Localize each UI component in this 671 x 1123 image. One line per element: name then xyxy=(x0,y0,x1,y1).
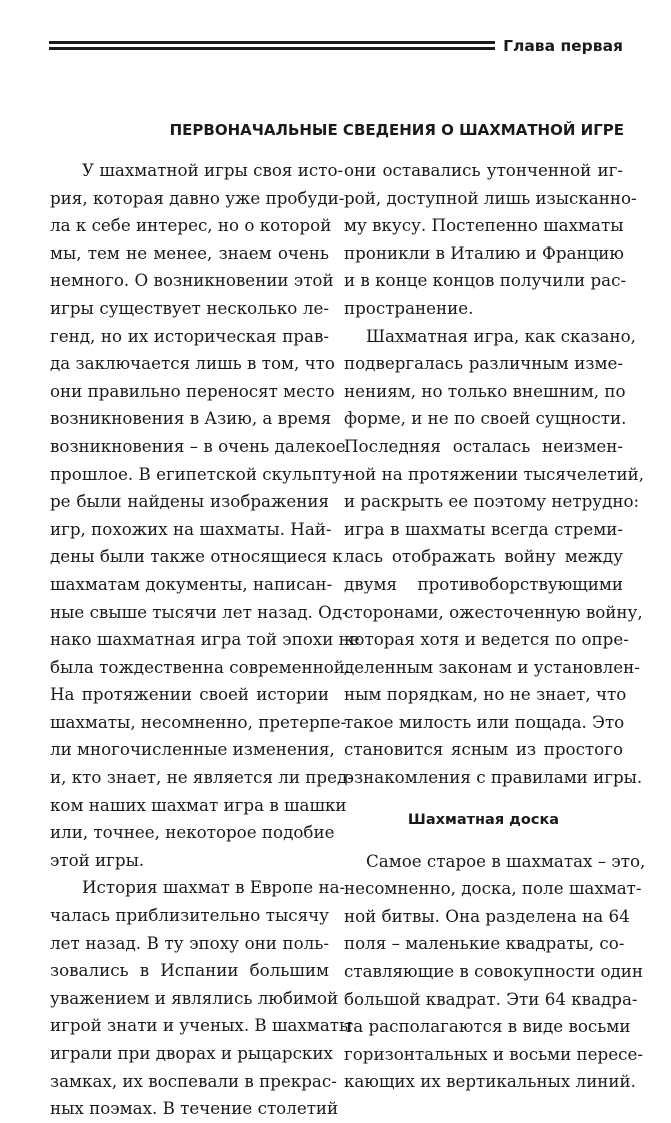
text-line: та располагаются в виде восьми xyxy=(344,1016,631,1037)
text-line: играли при дворах и рыцарских xyxy=(50,1043,333,1063)
text-line: которая хотя и ведется по опре- xyxy=(344,629,629,650)
text-line: дены были также относящиеся к xyxy=(50,546,343,567)
text-line: игрой знати и ученых. В шахматы xyxy=(50,1015,353,1036)
text-line: деленным законам и установлен- xyxy=(344,656,640,677)
text-line: История шахмат в Европе на- xyxy=(82,877,346,898)
text-line: На протяжении своей истории xyxy=(50,684,329,705)
text-line: ные свыше тысячи лет назад. Од- xyxy=(50,601,348,622)
header-rule xyxy=(49,47,495,50)
text-line: двумя противоборствующими xyxy=(344,573,623,594)
text-line: пространение. xyxy=(344,297,474,318)
text-line: сторонами, ожесточенную войну, xyxy=(344,601,643,622)
left-column xyxy=(50,157,360,1123)
text-line: шахматы, несомненно, претерпе- xyxy=(50,711,347,732)
text-line: рой, доступной лишь изысканно- xyxy=(344,187,637,208)
text-line: замках, их воспевали в прекрас- xyxy=(50,1070,337,1091)
text-line: ной на протяжении тысячелетий, xyxy=(344,463,645,484)
text-line: и, кто знает, не является ли пред- xyxy=(50,767,353,788)
text-line: Самое старое в шахматах – это, xyxy=(366,850,646,871)
text-line: этой игры. xyxy=(50,849,145,870)
text-line: игр, похожих на шахматы. Най- xyxy=(50,518,332,539)
text-line: ной битвы. Она разделена на 64 xyxy=(344,905,630,926)
header-rule xyxy=(49,41,495,44)
text-line: ре были найдены изображения xyxy=(50,491,329,512)
text-line: такое милость или пощада. Это xyxy=(344,711,625,732)
text-line: Последняя осталась неизмен- xyxy=(344,435,623,456)
text-line: У шахматной игры своя исто- xyxy=(82,160,344,180)
text-line: и раскрыть ее поэтому нетрудно: xyxy=(344,491,640,512)
text-line: поля – маленькие квадраты, со- xyxy=(344,933,625,954)
text-line: мы, тем не менее, знаем очень xyxy=(50,242,329,263)
text-line: была тождественна современной. xyxy=(50,656,351,677)
text-line: ли многочисленные изменения, xyxy=(50,739,335,760)
text-line: возникновения в Азию, а время xyxy=(50,408,332,429)
text-line: лет назад. В ту эпоху они поль- xyxy=(50,932,329,953)
text-line: ком наших шахмат игра в шашки xyxy=(50,794,347,815)
running-header xyxy=(49,36,623,60)
text-line: зовались в Испании большим xyxy=(50,960,329,981)
text-line: форме, и не по своей сущности. xyxy=(344,408,627,429)
header-rules xyxy=(49,41,495,53)
text-line: прошлое. В египетской скульпту- xyxy=(50,463,348,484)
text-line: му вкусу. Постепенно шахматы xyxy=(344,215,624,236)
section-title: ПЕРВОНАЧАЛЬНЫЕ СВЕДЕНИЯ О ШАХМАТНОЙ ИГРЕ xyxy=(169,121,624,139)
text-line: горизонтальных и восьми пересе- xyxy=(344,1043,643,1064)
text-line: несомненно, доска, поле шахмат- xyxy=(344,878,642,899)
text-line: нако шахматная игра той эпохи не xyxy=(50,629,360,650)
right-column xyxy=(344,157,646,1096)
text-line: шахматам документы, написан- xyxy=(50,573,333,594)
text-line: или, точнее, некоторое подобие xyxy=(50,822,335,843)
text-line: становится ясным из простого xyxy=(344,739,623,760)
text-line: ных поэмах. В течение столетий xyxy=(50,1098,339,1119)
text-line: да заключается лишь в том, что xyxy=(50,353,335,374)
text-line: игра в шахматы всегда стреми- xyxy=(344,518,623,539)
text-line: и в конце концов получили рас- xyxy=(344,270,627,291)
text-line: немного. О возникновении этой xyxy=(50,270,334,291)
text-line: ла к себе интерес, но о которой xyxy=(50,215,332,236)
text-line: ставляющие в совокупности один xyxy=(344,961,644,982)
text-line: проникли в Италию и Францию xyxy=(344,242,624,263)
text-line: лась отображать войну между xyxy=(344,546,623,567)
text-line: генд, но их историческая прав- xyxy=(50,325,329,346)
text-line: ным порядкам, но не знает, что xyxy=(344,684,627,705)
text-line: Шахматная игра, как сказано, xyxy=(366,325,636,346)
text-line: ознакомления с правилами игры. xyxy=(344,767,643,788)
text-line: уважением и являлись любимой xyxy=(50,987,339,1008)
text-line: кающих их вертикальных линий. xyxy=(344,1071,636,1092)
text-line: они правильно переносят место xyxy=(50,380,335,401)
text-line: чалась приблизительно тысячу xyxy=(50,905,329,926)
subheading: Шахматная доска xyxy=(407,811,560,828)
text-line: нениям, но только внешним, по xyxy=(344,380,626,401)
text-line: рия, которая давно уже пробуди- xyxy=(50,187,345,208)
text-line: возникновения – в очень далекое xyxy=(50,435,346,456)
text-line: они оставались утонченной иг- xyxy=(344,160,623,180)
text-line: подвергалась различным изме- xyxy=(344,353,623,374)
text-line: игры существует несколько ле- xyxy=(50,297,329,318)
chapter-title: Глава первая xyxy=(503,37,623,55)
text-line: большой квадрат. Эти 64 квадра- xyxy=(344,988,638,1009)
